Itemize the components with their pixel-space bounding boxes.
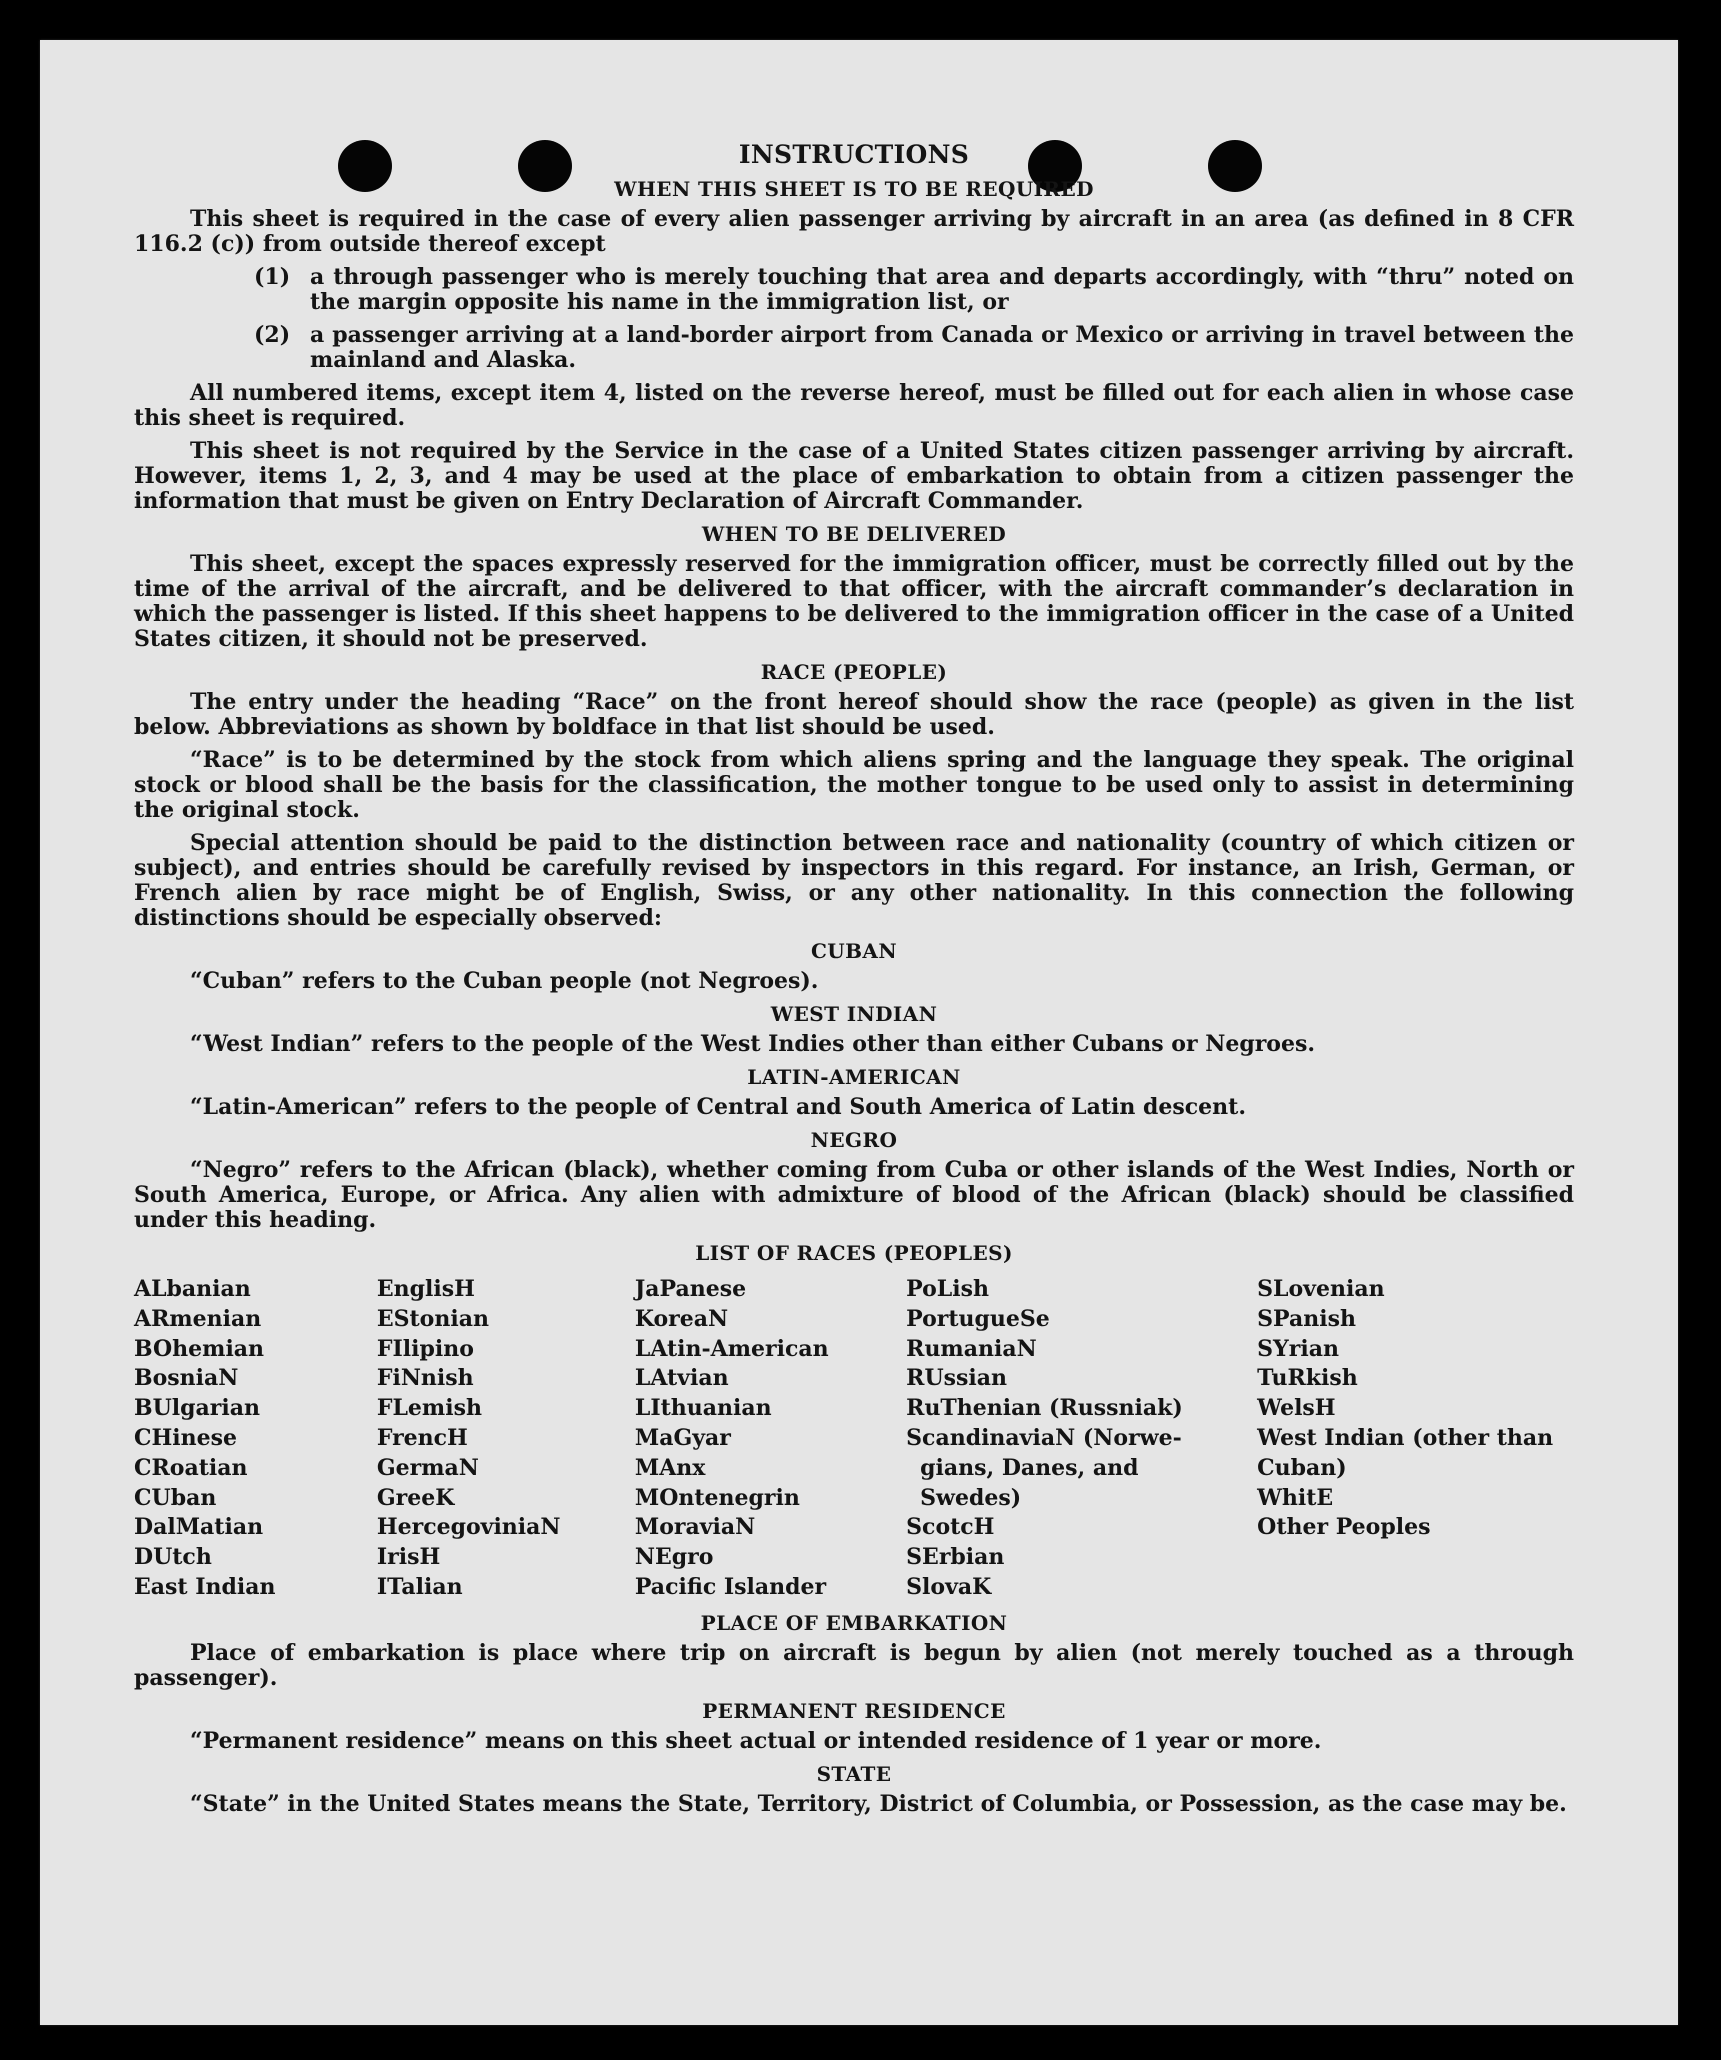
section-heading-race: RACE (PEOPLE) bbox=[760, 660, 948, 684]
race-entry: HercegoviniaN bbox=[376, 1514, 561, 1541]
section-heading-negro: NEGRO bbox=[810, 1128, 898, 1152]
paragraph-state: “State” in the United States means the State, Territory, District of Columbia, or Possession, as the case may be. bbox=[190, 1790, 1567, 1817]
races-column-4 bbox=[906, 1275, 1183, 1603]
section-heading-embarkation: PLACE OF EMBARKATION bbox=[700, 1610, 1008, 1635]
list-item-text: a through passenger who is merely touching that area and departs accordingly, with “thru” noted on the margin opposite his name in the immigration list, or bbox=[310, 264, 1574, 315]
race-entry: ITalian bbox=[376, 1573, 463, 1600]
document-sheet bbox=[40, 40, 1678, 2025]
race-entry: SlovaK bbox=[906, 1573, 992, 1600]
list-item-number: (1) bbox=[254, 264, 291, 290]
section-heading-cuban: CUBAN bbox=[810, 939, 898, 963]
races-column-3 bbox=[635, 1275, 906, 1603]
section-heading-west-indian: WEST INDIAN bbox=[770, 1002, 938, 1026]
race-entry-continuation: Swedes) bbox=[920, 1484, 1022, 1511]
race-entry-continuation: gians, Danes, and bbox=[920, 1454, 1139, 1481]
race-entry: CUban bbox=[134, 1484, 217, 1511]
list-item bbox=[254, 265, 1574, 315]
paragraph-race-2: “Race” is to be determined by the stock from which aliens spring and the language they speak. The original stock or blood shall be the basis for the classification, the mother tongue to be used only to assist in determining the original stock. bbox=[134, 747, 1574, 823]
paragraph-west-indian: “West Indian” refers to the people of the West Indies other than either Cubans or Negroes. bbox=[190, 1031, 1316, 1057]
race-entry: IrisH bbox=[376, 1544, 441, 1571]
race-entry: SPanish bbox=[1257, 1305, 1356, 1332]
list-item-number: (2) bbox=[254, 322, 291, 348]
race-entry: FiNnish bbox=[376, 1365, 474, 1392]
section-heading-delivered: WHEN TO BE DELIVERED bbox=[701, 522, 1007, 546]
race-entry: ALbanian bbox=[134, 1276, 251, 1302]
race-entry: CRoatian bbox=[134, 1454, 248, 1481]
race-entry: MaGyar bbox=[634, 1424, 731, 1451]
race-entry: ScandinaviaN (Norwe- bbox=[906, 1424, 1182, 1451]
paragraph-cuban: “Cuban” refers to the Cuban people (not Negroes). bbox=[190, 968, 819, 994]
list-item-text: a passenger arriving at a land-border airport from Canada or Mexico or arriving in travel between the mainland and Alaska. bbox=[310, 322, 1574, 373]
race-entry: RuThenian (Russniak) bbox=[906, 1395, 1183, 1422]
race-entry: LAtin-American bbox=[634, 1335, 829, 1362]
race-entry: RUssian bbox=[906, 1365, 1008, 1392]
paragraph-residence: “Permanent residence” means on this sheet actual or intended residence of 1 year or more. bbox=[190, 1727, 1322, 1754]
list-item bbox=[254, 323, 1574, 373]
race-entry: EnglisH bbox=[376, 1276, 475, 1302]
paragraph-numbered-items: All numbered items, except item 4, listed on the reverse hereof, must be filled out for each alien in whose case this sheet is required. bbox=[134, 380, 1574, 431]
race-entry: NEgro bbox=[634, 1544, 714, 1571]
race-entry: PoLish bbox=[906, 1276, 989, 1302]
section-heading-required: WHEN THIS SHEET IS TO BE REQUIRED bbox=[614, 177, 1094, 201]
race-entry: ARmenian bbox=[134, 1305, 262, 1332]
races-column-5 bbox=[1183, 1275, 1574, 1603]
races-list bbox=[134, 1275, 1574, 1603]
paragraph-race-3: Special attention should be paid to the distinction between race and nationality (country of which citizen or subject), and entries should be carefully revised by inspectors in this regard. For instance, an Irish, German, or French alien by race might be of English, Swiss, or any other nationality. In this connection the following distinctions should be especially observed: bbox=[134, 830, 1574, 931]
race-entry: GermaN bbox=[376, 1454, 479, 1481]
races-column-2 bbox=[377, 1275, 635, 1603]
section-heading-residence: PERMANENT RESIDENCE bbox=[702, 1698, 1006, 1723]
paragraph-citizen: This sheet is not required by the Service in the case of a United States citizen passenger arriving by aircraft. However, items 1, 2, 3, and 4 may be used at the place of embarkation to obtain from a citizen passenger the information that must be given on Entry Declaration of Aircraft Commander. bbox=[134, 438, 1574, 514]
race-entry: ScotcH bbox=[906, 1514, 995, 1541]
paragraph-required-intro: This sheet is required in the case of every alien passenger arriving by aircraft in an area (as defined in 8 CFR 116.2 (c)) from outside thereof except bbox=[134, 206, 1574, 257]
race-entry: MoraviaN bbox=[634, 1514, 756, 1541]
race-entry: BOhemian bbox=[134, 1335, 265, 1362]
race-entry: BUlgarian bbox=[134, 1395, 260, 1422]
race-entry: BosniaN bbox=[134, 1365, 239, 1392]
paragraph-delivered: This sheet, except the spaces expressly reserved for the immigration officer, must be correctly filled out by the time of the arrival of the aircraft, and be delivered to that officer, with the aircraft commander’s declaration in which the passenger is listed. If this sheet happens to be delivered to the immigration officer in the case of a United States citizen, it should not be preserved. bbox=[134, 551, 1574, 652]
document-body bbox=[134, 140, 1574, 1825]
race-entry: RumaniaN bbox=[906, 1335, 1037, 1362]
paragraph-latin-american: “Latin-American” refers to the people of Central and South America of Latin descent. bbox=[190, 1094, 1246, 1120]
race-entry: Pacific Islander bbox=[634, 1573, 827, 1600]
race-entry: PortugueSe bbox=[906, 1305, 1050, 1332]
race-entry: East Indian bbox=[134, 1573, 276, 1600]
race-entry: SErbian bbox=[906, 1544, 1005, 1571]
race-entry: KoreaN bbox=[634, 1305, 729, 1332]
race-entry: MOntenegrin bbox=[634, 1484, 800, 1511]
paragraph-embarkation: Place of embarkation is place where trip on aircraft is begun by alien (not merely touched as a through passenger). bbox=[134, 1639, 1574, 1691]
race-entry: MAnx bbox=[634, 1454, 706, 1481]
race-entry: TuRkish bbox=[1257, 1365, 1358, 1392]
race-entry: CHinese bbox=[134, 1424, 238, 1451]
race-entry: JaPanese bbox=[634, 1276, 747, 1302]
race-entry: FrencH bbox=[376, 1424, 468, 1451]
race-entry: DUtch bbox=[134, 1544, 212, 1571]
paragraph-race-1: The entry under the heading “Race” on the front hereof should show the race (people) as given in the list below. Abbreviations as shown by boldface in that list should be used. bbox=[134, 689, 1574, 740]
race-entry: FLemish bbox=[376, 1395, 482, 1422]
race-entry: GreeK bbox=[376, 1484, 455, 1511]
section-heading-latin-american: LATIN-AMERICAN bbox=[747, 1065, 961, 1089]
race-entry: EStonian bbox=[376, 1305, 489, 1332]
race-entry: SLovenian bbox=[1257, 1276, 1385, 1302]
paragraph-negro: “Negro” refers to the African (black), whether coming from Cuba or other islands of the West Indies, North or South America, Europe, or Africa. Any alien with admixture of blood of the African (black) should be classified under this heading. bbox=[134, 1157, 1574, 1233]
race-entry: Other Peoples bbox=[1257, 1514, 1431, 1541]
race-entry: FIlipino bbox=[376, 1335, 474, 1362]
page-title: INSTRUCTIONS bbox=[738, 140, 970, 169]
race-entry: LIthuanian bbox=[634, 1395, 772, 1422]
race-entry: DalMatian bbox=[134, 1514, 264, 1541]
race-entry: West Indian (other than Cuban) bbox=[1257, 1424, 1554, 1481]
race-entry: SYrian bbox=[1257, 1335, 1339, 1362]
race-entry: WhitE bbox=[1257, 1484, 1334, 1511]
races-column-1 bbox=[134, 1275, 377, 1603]
section-heading-state: STATE bbox=[816, 1761, 892, 1786]
race-entry: LAtvian bbox=[634, 1365, 729, 1392]
section-heading-list-of-races: LIST OF RACES (PEOPLES) bbox=[695, 1241, 1013, 1265]
race-entry: WelsH bbox=[1257, 1395, 1336, 1422]
